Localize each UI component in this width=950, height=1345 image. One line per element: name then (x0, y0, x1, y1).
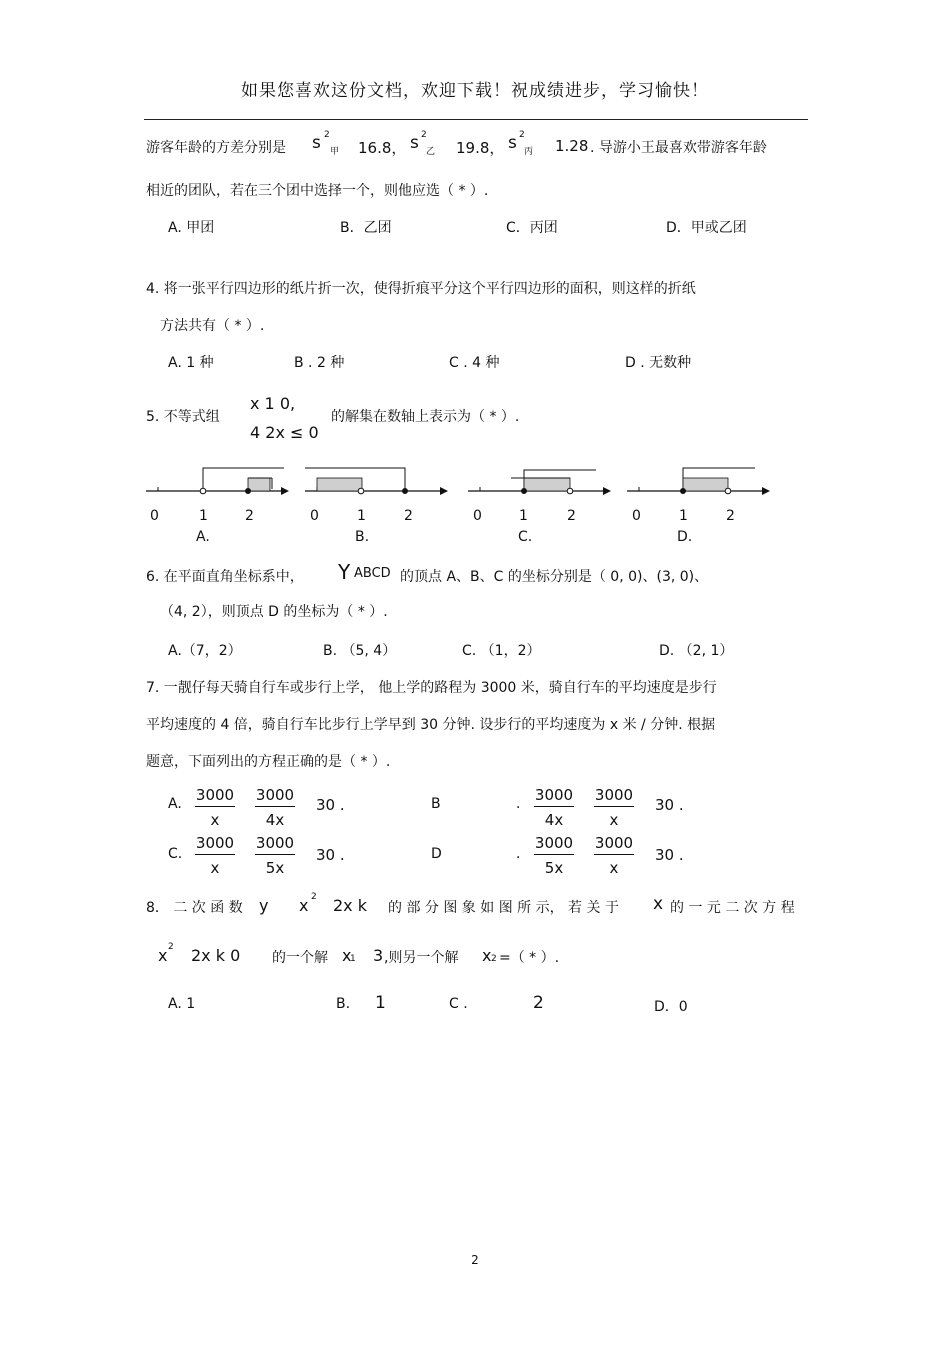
q6-abcd: ABCD (354, 566, 391, 581)
q8-x1: x (342, 946, 352, 965)
q7-option-a-label: A. (168, 796, 182, 812)
a-tick-2: 2 (245, 508, 254, 524)
q5-inequality-1: x 1 0, (250, 394, 296, 413)
q7-c-rhs: 30 . (316, 846, 345, 864)
number-line-d (625, 462, 770, 502)
q8-line2-rest: 2x k 0 (191, 946, 241, 965)
q8-sub-2: 2 (491, 954, 497, 964)
q8-option-a: A. 1 (168, 996, 196, 1012)
q7-d-rhs: 30 . (655, 846, 684, 864)
q8-x: x (653, 894, 664, 914)
q7-b-frac-1: $\frac{3000}{4x}$ (534, 786, 574, 829)
b-tick-2: 2 (404, 508, 413, 524)
q3-s-yi: s (410, 133, 419, 153)
q6-option-c: C. （1，2） (462, 643, 541, 659)
number-line-c (466, 462, 611, 502)
q8-option-b-value: 1 (375, 993, 386, 1013)
c-tick-2: 2 (567, 508, 576, 524)
b-tick-0: 0 (310, 508, 319, 524)
q8-line2-mid: 的一个解 (272, 950, 328, 966)
a-tick-1: 1 (199, 508, 208, 524)
a-tick-0: 0 (150, 508, 159, 524)
q4-line1: 4. 将一张平行四边形的纸片折一次，使得折痕平分这个平行四边形的面积，则这样的折纸 (146, 281, 696, 297)
q3-line1-tail: . 导游小王最喜欢带游客年龄 (590, 140, 767, 156)
q8-y: y (259, 896, 269, 915)
q3-val-yi: 19.8， (456, 139, 505, 157)
q3-s-jia: s (312, 133, 321, 153)
q5-label-a: A. (196, 529, 210, 545)
q3-sub-jia: 甲 (330, 147, 340, 157)
q5-prefix: 5. 不等式组 (146, 409, 220, 425)
q7-d-frac-1: $\frac{3000}{5x}$ (534, 834, 574, 877)
q5-inequality-2: 4 2x ≤ 0 (250, 423, 319, 442)
q7-d-dot: . (516, 846, 521, 862)
q3-line1-text: 游客年龄的方差分别是 (146, 140, 286, 156)
q8-sup-2: 2 (311, 892, 317, 902)
q7-a-rhs: 30 . (316, 796, 345, 814)
q8-2xk: 2x k (333, 896, 367, 915)
d-tick-0: 0 (632, 508, 641, 524)
q3-val-jia: 16.8， (358, 139, 407, 157)
q4-option-b: B . 2 种 (294, 355, 345, 371)
b-tick-1: 1 (357, 508, 366, 524)
number-line-b (303, 462, 448, 502)
q3-sub-bing: 丙 (524, 147, 534, 157)
q8-option-b-label: B. (336, 996, 351, 1012)
q4-option-d: D . 无数种 (625, 355, 692, 371)
q3-option-c: C．丙团 (506, 220, 558, 236)
q8-line2-x: x (158, 946, 168, 965)
q8-line1-b: 的 部 分 图 象 如 图 所 示， 若 关 于 (388, 900, 619, 916)
q6-line1-a: 6. 在平面直角坐标系中， (146, 569, 304, 585)
parallelogram-symbol: Y (338, 560, 351, 584)
q7-line1: 7. 一靓仔每天骑自行车或步行上学， 他上学的路程为 3000 米，骑自行车的平均速度是步行 (146, 680, 717, 696)
q3-sub-yi: 乙 (426, 147, 436, 157)
q8-line1-a: 8． 二 次 函 数 (146, 900, 243, 916)
q8-tail2: =（ * ）. (499, 950, 560, 966)
q7-c-frac-2: $\frac{3000}{5x}$ (255, 834, 295, 877)
q7-line2: 平均速度的 4 倍，骑自行车比步行上学早到 30 分钟. 设步行的平均速度为 x 米 / 分钟. 根据 (146, 717, 716, 733)
page-number: 2 (471, 1253, 479, 1267)
q8-option-c-label: C . (449, 996, 468, 1012)
q7-option-b-label: B (431, 796, 441, 812)
q6-line2: （4, 2），则顶点 D 的坐标为（ * ）. (160, 604, 388, 620)
q8-line2-tail: ,则另一个解 (384, 950, 459, 966)
q7-option-d-label: D (431, 846, 442, 862)
q8-val-3: 3 (373, 946, 384, 965)
q4-option-c: C . 4 种 (449, 355, 500, 371)
c-tick-0: 0 (473, 508, 482, 524)
c-tick-1: 1 (519, 508, 528, 524)
q7-b-dot: . (516, 796, 521, 812)
q7-a-frac-2: $\frac{3000}{4x}$ (255, 786, 295, 829)
q3-option-d: D．甲或乙团 (666, 220, 747, 236)
q5-suffix: 的解集在数轴上表示为（ * ）. (331, 409, 520, 425)
q3-option-a: A. 甲团 (168, 220, 215, 236)
q5-label-b: B. (355, 529, 370, 545)
q6-option-a: A.（7，2） (168, 643, 242, 659)
q8-line2-sup: 2 (168, 942, 174, 952)
q6-line1-b: 的顶点 A、B、C 的坐标分别是（ 0, 0)、(3, 0)、 (400, 569, 709, 585)
q8-option-d: D．0 (654, 999, 688, 1015)
q8-x-squared: x (299, 896, 309, 915)
q8-line1-c: 的 一 元 二 次 方 程 (670, 900, 795, 916)
q3-option-b: B．乙团 (340, 220, 392, 236)
q5-label-c: C. (518, 529, 533, 545)
q7-b-rhs: 30 . (655, 796, 684, 814)
d-tick-2: 2 (726, 508, 735, 524)
q7-d-frac-2: $\frac{3000}{x}$ (594, 834, 634, 877)
q7-b-frac-2: $\frac{3000}{x}$ (594, 786, 634, 829)
q3-sup-bing: 2 (519, 130, 525, 140)
q7-option-c-label: C. (168, 846, 183, 862)
q4-line2: 方法共有（ * ）. (160, 318, 265, 334)
q8-sub-1: 1 (350, 954, 356, 964)
q7-a-frac-1: $\frac{3000}{x}$ (195, 786, 235, 829)
q3-sup-jia: 2 (324, 130, 330, 140)
q3-line2: 相近的团队，若在三个团中选择一个，则他应选（ * ）. (146, 183, 489, 199)
q3-sup-yi: 2 (421, 130, 427, 140)
q8-option-c-value: 2 (533, 993, 544, 1013)
document-header: 如果您喜欢这份文档，欢迎下载！祝成绩进步，学习愉快！ (241, 81, 709, 101)
q7-c-frac-1: $\frac{3000}{x}$ (195, 834, 235, 877)
q7-line3: 题意，下面列出的方程正确的是（ * ）. (146, 754, 391, 770)
q6-option-b: B. （5, 4） (323, 643, 397, 659)
q5-label-d: D. (677, 529, 693, 545)
header-rule (144, 119, 808, 120)
q3-s-bing: s (508, 133, 517, 153)
q6-option-d: D. （2, 1） (659, 643, 734, 659)
q8-x2: x (482, 946, 492, 965)
d-tick-1: 1 (679, 508, 688, 524)
q3-val-bing: 1.28 (555, 137, 589, 155)
q4-option-a: A. 1 种 (168, 355, 214, 371)
number-line-a (144, 462, 289, 502)
